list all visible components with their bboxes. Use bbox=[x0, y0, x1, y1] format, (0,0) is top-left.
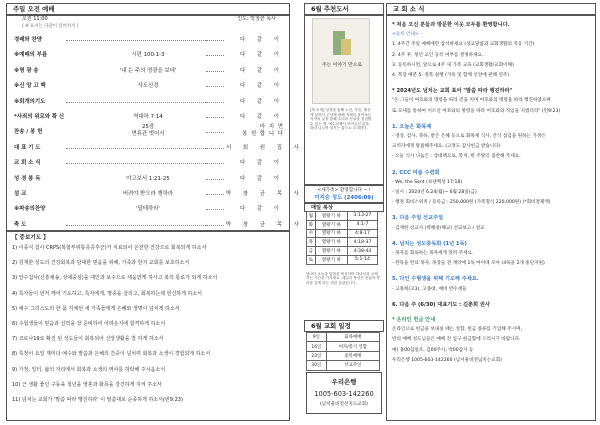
verse-cell: 열왕기 하 bbox=[315, 212, 347, 221]
news-line: - 오늘 식사 나눔은 : 상대책으로, 복처, 한 주방인 겸찬해 주세요. bbox=[392, 154, 521, 160]
order-item-leader: 다 같 이 bbox=[239, 206, 284, 213]
news-line: * 2024년도 넘치는 교회 표어 "말씀 따라 행진하라" bbox=[392, 88, 513, 95]
news-line: 6. 다음 주 (6/30) 대표기도 : 김춘희 권사 bbox=[392, 301, 490, 308]
prayer-item: 1) 이종식 집사 CRPS(복합부위통증증후군)가 치료되어 온전한 건강으로 회복되게 하소서 bbox=[12, 245, 207, 251]
verse-cell: 열왕기 하 bbox=[315, 229, 347, 238]
news-line: 반의 예배 성도님들은 예배 전 입구 헌금함에 드리시기 바랍니다. bbox=[392, 337, 521, 343]
news-line: 교역자에게 말씀해주세요. (고정도 감사헌금 받습니다) bbox=[392, 144, 501, 150]
schedule-table bbox=[306, 332, 380, 371]
verse-cell: 3:13-27 bbox=[347, 212, 377, 221]
verse-row bbox=[307, 238, 378, 247]
order-item-leader: 다 같 이 bbox=[239, 37, 284, 43]
service-header bbox=[12, 15, 284, 23]
news-line: - 완독을 완료 목자, 목장들 전 계약에 1독 마이데 모아 (4독을 2개 홍단지원) bbox=[392, 261, 545, 267]
prayer-item: 11) 넘치는 교회가 '말씀 따라 행진하라' 이 말씀대로 순종하게 하소서(빈9:23) bbox=[12, 397, 183, 403]
prayer-item: 2) 김재한 성도의 건강회복과 담대한 믿음을 위해, 가족과 한지 교회를 보호하소서 bbox=[12, 260, 190, 267]
order-item-name: 교 회 소 식 bbox=[14, 160, 41, 167]
order-row bbox=[14, 63, 284, 79]
order-item-name: ※회개의기도 bbox=[14, 98, 46, 105]
schedule-row bbox=[307, 333, 380, 342]
schedule-cell: 화목예배 bbox=[326, 333, 379, 342]
book-cover-image bbox=[312, 18, 370, 104]
verse-row bbox=[307, 229, 378, 238]
newcomer-caption: <새가족> 환영합니다 ~ ! bbox=[317, 188, 371, 193]
order-item-content: 역대하 7:14 bbox=[133, 114, 163, 120]
verse-cell: 4:1-7 bbox=[347, 220, 377, 229]
order-row bbox=[14, 201, 284, 217]
schedule-row bbox=[307, 361, 380, 370]
schedule-cell: 여자/총기 연합 bbox=[326, 342, 379, 351]
order-item-leader: 다 같 이 bbox=[239, 114, 284, 120]
book-section-title: 6월 추천도서 bbox=[311, 5, 349, 13]
news-line: - 영상, 감사, 축하, 받은 은혜 등으로 화목제 식사, 간식 섬김을 원하는 가정은 bbox=[392, 134, 546, 139]
prayer-item: 3) 안수집사(신흥채송, 성애중심)을 대인과 보수으로 세움받게 하시고 복의 통로가 되게 하소서 bbox=[12, 275, 218, 282]
verse-cell: 4:38-44 bbox=[347, 247, 377, 256]
order-item-name: 경배와 찬양 bbox=[14, 37, 42, 43]
news-line: "온 그들이 여호와의 명령을 따라 진을 치며 여호와의 명령을 따라 행진하였으며 bbox=[392, 98, 551, 104]
order-item-name: 축 도 bbox=[14, 221, 27, 228]
verse-cell: 월 bbox=[307, 212, 316, 221]
prayer-item: 8) 특정이 요일 재미다 예수와 말씀과 은혜의 간증이 넘치며 회복과 소생이 경험되게 하소서 bbox=[12, 351, 211, 358]
order-item-name: ※신 앙 고 백 bbox=[14, 83, 46, 90]
order-item-name: ※파송의찬양 bbox=[14, 206, 46, 213]
news-line: 예) 홍00십일조, 김00주사, 박00감사 등 bbox=[392, 347, 474, 353]
schedule-cell: 30일 bbox=[307, 361, 327, 370]
schedule-cell: 9일 bbox=[307, 333, 327, 342]
schedule-row bbox=[307, 351, 380, 360]
news-line: - 김재한 선교사 (박해창/해교) 선교보고 / 설교 bbox=[392, 225, 485, 231]
order-item-leader: 박 창 균 목 사 bbox=[226, 221, 304, 228]
schedule-cell: 중복예배 bbox=[326, 351, 379, 360]
order-row bbox=[14, 78, 284, 94]
prayer-item: 10) 근 생활 좋던 구동육 청년을 영혼과 화목을 강건하게 지켜 주소서 bbox=[12, 381, 162, 388]
verse-cell: 수 bbox=[307, 229, 316, 238]
order-row bbox=[14, 47, 284, 63]
service-title-bar bbox=[6, 3, 290, 15]
order-item-name: ※예배의 부름 bbox=[14, 52, 48, 59]
schedule-cell: 16일 bbox=[307, 342, 327, 351]
news-line: 3. 등록하시면, 앞으로 4주 새 가족 교육 (교회생활/교회이해) bbox=[392, 62, 514, 68]
news-line: - 일시 : 2024년 6.24(월)~ 6월 28일(금) bbox=[392, 190, 477, 195]
order-item-leader: 마 치 면 봉 헌 합 니 다 bbox=[242, 124, 284, 138]
news-line: 4. 복장 배분 5. 정복 실행 (거룩 및 함께 신앙에 관해 연주) bbox=[392, 73, 510, 78]
verse-cell: 열왕기 하 bbox=[315, 238, 347, 247]
order-row bbox=[14, 94, 284, 110]
prayer-item: 7) 코로나19로 확진 된 성도들이 회복되어 신앙생활을 잘 하게 하소서 bbox=[12, 336, 164, 343]
service-leader: 인도: 박창균 목사 bbox=[237, 16, 276, 22]
order-item-content: '내 는 주의 영광을 보네' bbox=[119, 67, 177, 74]
order-item-leader: 다 같 이 bbox=[239, 175, 284, 182]
schedule-title: 6월 교회 일정 bbox=[311, 322, 351, 330]
order-item-content: 버려야 받으라 행하라 bbox=[122, 191, 174, 197]
verse-cell: 열왕기 하 bbox=[315, 247, 347, 256]
verse-row bbox=[307, 220, 378, 229]
order-item-content: 시편 100:1-3 bbox=[131, 52, 165, 59]
news-line: 온라인으로 헌금을 보내실 때는 성함, 헌금 종류를 기입해 주시며, bbox=[392, 327, 522, 333]
verse-row bbox=[307, 212, 378, 221]
book-section-bar bbox=[304, 3, 384, 15]
order-row bbox=[14, 124, 284, 140]
prayer-item: 6) 수험생들이 믿음과 실력을 잘 준비하여 어려운지에 합격하게 하소서 bbox=[12, 321, 166, 327]
news-line: 2. CCC 여름 수련회 bbox=[392, 169, 440, 176]
news-line: - We, the Sent (보낸백성 17:18) bbox=[392, 179, 463, 185]
news-line: 또 모세를 통하여 이르신 여호와의 명령을 따라 여호와의 직임을 지켰더라" (민9:23) bbox=[392, 108, 561, 114]
news-line: - 목자를 회독하는 목자에게 알려 주세요. bbox=[392, 251, 474, 256]
news-line: <등록 안내> bbox=[392, 32, 419, 38]
verse-cell: 목 bbox=[307, 238, 316, 247]
offering-account: 1005-603-142260 bbox=[314, 390, 374, 398]
order-item-leader: 박 창 균 목 사 bbox=[226, 191, 304, 197]
news-line: * 처음 오신 분들과 방문한 이웃 모두를 환영합니다. bbox=[392, 22, 510, 28]
book-description: [책 소개] 성경을 통해 노인, 죽음, 출산에 있어서 주님께 대해 자세히 돌아보는 저자의 글을 통해 우리의 신앙을 점검할 수 있는 책. 예수님께서 보여주신 본을 따라 나누며 섬기는 삶으로 초대한다. bbox=[310, 108, 372, 131]
book-title: 주는 이야기 만으로 bbox=[321, 63, 363, 68]
order-item-leader: 다 같 이 bbox=[239, 160, 284, 167]
order-row bbox=[14, 171, 284, 187]
order-item-leader: 다 같 이 bbox=[239, 83, 284, 90]
service-time: 오전 11:00 bbox=[22, 16, 48, 22]
verse-cell: 4:8-17 bbox=[347, 229, 377, 238]
news-line: 1. 오늘은 화목제 bbox=[392, 123, 432, 130]
verse-cell: 5:1-14 bbox=[347, 255, 377, 264]
prayer-item: 5) 예수 그리스도의 한 몸 지체된 새 가족들에게 은혜와 생명이 넘치게 하소서 bbox=[12, 305, 180, 312]
newcomer-name: 이지승 성도 (2406/09) bbox=[314, 195, 374, 201]
order-item-leader: 다 같 이 bbox=[239, 52, 284, 59]
order-item-name: 대 표 기 도 bbox=[14, 144, 41, 151]
news-line: 우리은행 1005-603-142260 (남서울비전넘치는교회) bbox=[392, 357, 502, 363]
verse-title: 매일 복상 bbox=[311, 205, 333, 211]
order-row bbox=[14, 32, 284, 48]
order-item-leader: 서 회 원 집 사 bbox=[226, 144, 304, 151]
news-line: - 행정 회비스위치 / 등록금 : 250,000원 (가족형식 220,000원) (*회비결제액) bbox=[392, 200, 551, 206]
order-item-content: 사도신경 bbox=[137, 83, 159, 90]
verse-note: 날마다 오늘을 말씀을 묵상하며 하나님과 교제하는 시간을 가지세요. 매일의 묵상은 신앙의 뿌리를 깊게 하는 귀한 습관입니다. bbox=[306, 272, 380, 285]
schedule-cell: 23일 bbox=[307, 351, 327, 360]
verse-row bbox=[307, 255, 378, 264]
news-line: 1. 4주간 주일 예배에만 참석하세요 (성교말씀과 교회생활의 적응 기간) bbox=[392, 42, 535, 48]
verse-table bbox=[306, 211, 378, 265]
offering-box bbox=[306, 372, 382, 414]
order-item-name: *사죄의 위로와 확 신 bbox=[14, 114, 65, 120]
verse-cell: 열왕기 하 bbox=[315, 220, 347, 229]
order-item-name: 설 교 bbox=[14, 191, 27, 197]
order-item-name: 성 경 봉 독 bbox=[14, 175, 41, 182]
news-title: 교 회 소 식 bbox=[393, 5, 425, 13]
news-page bbox=[300, 0, 600, 425]
news-line: 5. 다인 수형생을 위해 기도해 주세요. bbox=[392, 276, 479, 283]
verse-cell: 금 bbox=[307, 247, 316, 256]
order-item-content: 25장 면류관 벗어서 bbox=[131, 124, 165, 138]
news-line: 3. 다음 주일 선교주일 bbox=[392, 215, 444, 222]
order-row bbox=[14, 109, 284, 125]
news-line: * 온라인 헌금 안내 bbox=[392, 317, 436, 323]
service-note: ( ※ 표시는 다같이 일어서서 ) bbox=[22, 24, 79, 29]
newcomer-box bbox=[304, 185, 384, 203]
verse-cell: 열왕기 하 bbox=[315, 255, 347, 264]
order-item-leader: 다 같 이 bbox=[239, 98, 284, 105]
order-row bbox=[14, 155, 284, 171]
order-item-content: '달테하라' bbox=[136, 206, 160, 213]
schedule-cell: 선교주일 bbox=[326, 361, 379, 370]
schedule-row bbox=[307, 342, 380, 351]
prayer-title: 【 중보기도 】 bbox=[12, 235, 49, 241]
verse-cell: 토 bbox=[307, 255, 316, 264]
order-item-content: 야고보서 1:21-25 bbox=[126, 175, 170, 182]
verse-row bbox=[307, 247, 378, 256]
verse-cell: 4:18-37 bbox=[347, 238, 377, 247]
offering-bank: 우리은행 bbox=[331, 378, 357, 386]
verse-cell: 화 bbox=[307, 220, 316, 229]
news-line: 2. 4주 후, 청년 교인 등록 여부를 결정하세요. bbox=[392, 52, 484, 58]
news-line: 4. 넘치는 성도중독회 (1년 1독) bbox=[392, 240, 467, 247]
service-title: 주일 오전 예배 bbox=[13, 5, 55, 13]
prayer-item: 4) 특자들이 먼저 깨어 기도하고, 특자에게, 명종을 살리고, 회복하는데 헌신하게 하소서 bbox=[12, 290, 203, 297]
prayer-item: 9) 가정, 일터, 삶의 자리에서 회복과 소생의 역사를 허락해 주시옵소서 bbox=[12, 366, 166, 373]
order-item-leader: 다 같 이 bbox=[239, 67, 284, 74]
order-item-name: 찬송 / 봉 헌 bbox=[14, 129, 43, 136]
order-row bbox=[14, 140, 304, 156]
order-item-name: ※명 광 송 bbox=[14, 67, 39, 74]
offering-holder: (남서울비전선지도교회) bbox=[320, 402, 368, 407]
news-line: - 고종희(고3), 고종대, 예비 반수생들 bbox=[392, 286, 467, 292]
news-section-bar bbox=[386, 3, 596, 15]
schedule-section-bar bbox=[304, 320, 384, 332]
order-row bbox=[14, 186, 304, 202]
